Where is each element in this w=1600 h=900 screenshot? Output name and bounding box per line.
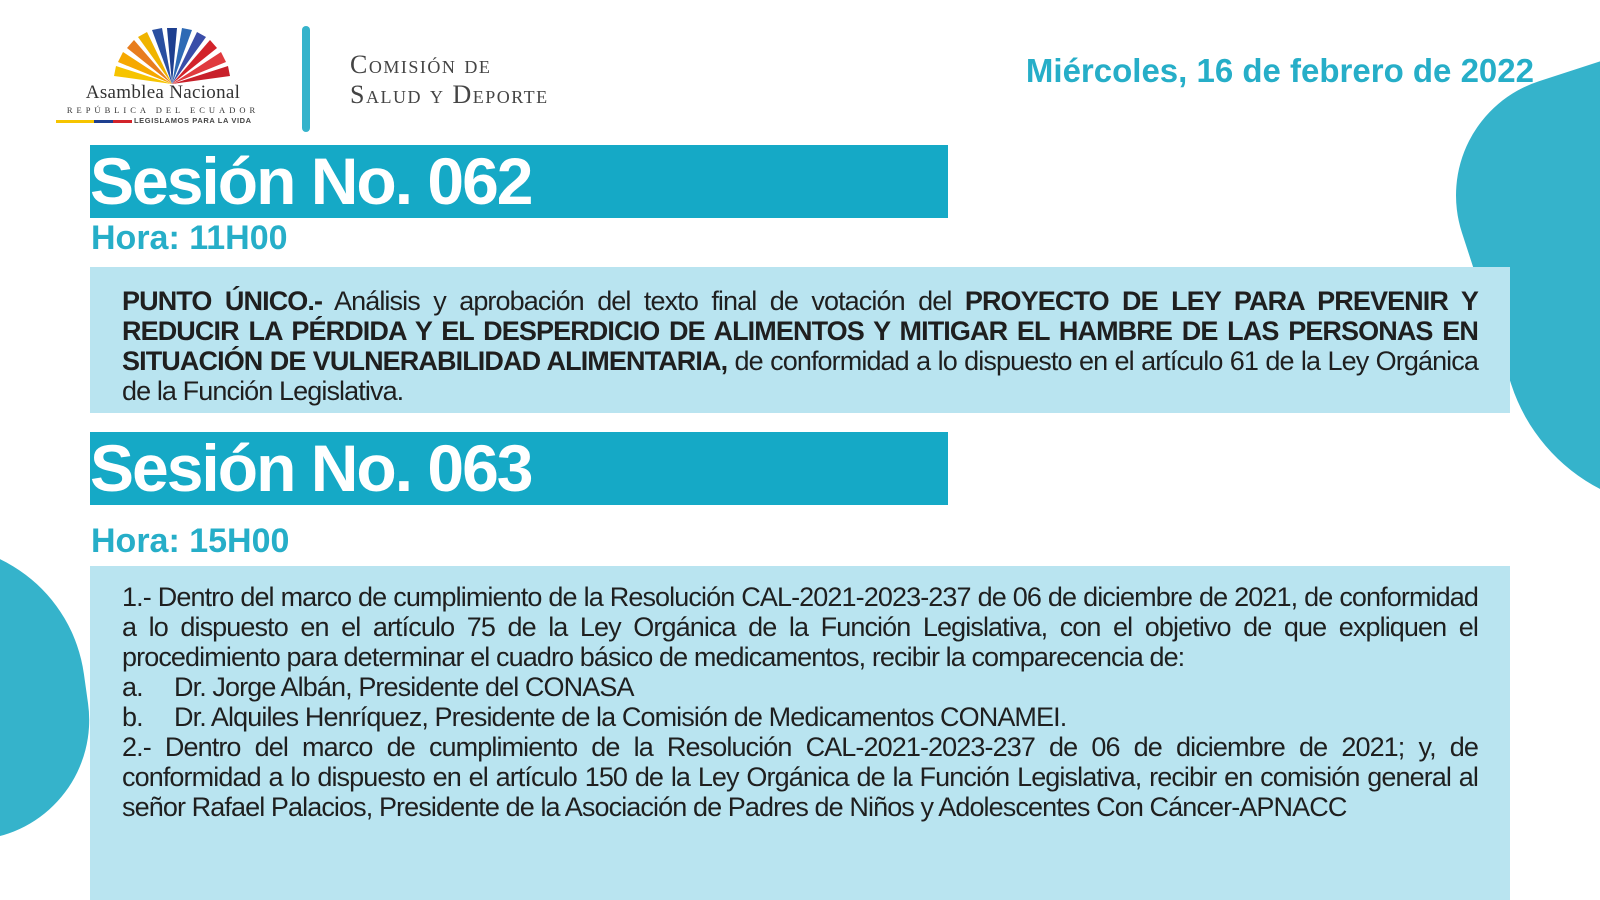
commission-line-2: Salud y Deporte (350, 80, 549, 109)
logo-title: Asamblea Nacional (85, 82, 241, 103)
session-date: Miércoles, 16 de febrero de 2022 (1025, 52, 1534, 89)
session-062-agenda-text (122, 286, 1478, 406)
session-062-agenda-box (90, 267, 1510, 413)
session-062-banner (90, 145, 948, 218)
agenda-subitem-a (122, 672, 1478, 702)
subitem-b-letter: b. (122, 702, 143, 732)
agenda-text-intro: Análisis y aprobación del texto final de votación del (322, 286, 965, 316)
header-divider (302, 26, 310, 132)
session-062-time: Hora: 11H00 (91, 219, 288, 257)
session-063-title: Sesión No. 063 (90, 431, 532, 505)
agenda-item-1: 1.- Dentro del marco de cumplimiento de la Resolución CAL-2021-2023-237 de 06 de diciembre de 2021, de conformidad a lo dispuesto en el artículo 75 de la Ley Orgánica de la Función Legislativa, con el objetivo de que expliquen el procedimiento para determinar el cuadro básico de medicamentos, recibir la comparecencia de: (122, 582, 1478, 672)
session-062-title: Sesión No. 062 (90, 144, 532, 218)
commission-name (350, 50, 549, 110)
session-063-agenda-box (90, 566, 1510, 900)
agenda-subitem-b (122, 702, 1478, 732)
asamblea-nacional-logo (52, 28, 274, 128)
logo-motto: LEGISLAMOS PARA LA VIDA (134, 116, 252, 125)
sun-rays-icon (112, 28, 232, 84)
logo-subtitle: REPÚBLICA DEL ECUADOR (66, 105, 260, 115)
subitem-a-letter: a. (122, 672, 143, 702)
agenda-item-2: 2.- Dentro del marco de cumplimiento de la Resolución CAL-2021-2023-237 de 06 de diciembre de 2021; y, de conformidad a lo dispuesto en el artículo 150 de la Ley Orgánica de la Función Legislativa, recibir en comisión general al señor Rafael Palacios, Presidente de la Asociación de Padres de Niños y Adolescentes Con Cáncer-APNACC (122, 732, 1478, 822)
subitem-b-text: Dr. Alquiles Henríquez, Presidente de la Comisión de Medicamentos CONAMEI. (174, 702, 1067, 732)
agenda-bill-title: PROYECTO DE LEY PARA PREVENIR Y REDUCIR LA PÉRDIDA Y EL DESPERDICIO DE ALIMENTOS Y MITIGAR EL HAMBRE DE LAS PERSONAS EN SITUACIÓN DE VULNERABILIDAD ALIMENTARIA, (122, 286, 1478, 376)
commission-line-1: Comisión de (350, 50, 492, 79)
agenda-text-closing: de conformidad a lo dispuesto en el artículo 61 de la Ley Orgánica de la Función Legislativa. (122, 346, 1478, 406)
session-063-agenda-text (122, 582, 1478, 822)
session-063-time: Hora: 15H00 (91, 522, 290, 560)
flag-stripe-icon (56, 120, 132, 123)
session-063-banner (90, 432, 948, 505)
subitem-a-text: Dr. Jorge Albán, Presidente del CONASA (174, 672, 634, 702)
agenda-label: PUNTO ÚNICO.- (122, 286, 323, 316)
